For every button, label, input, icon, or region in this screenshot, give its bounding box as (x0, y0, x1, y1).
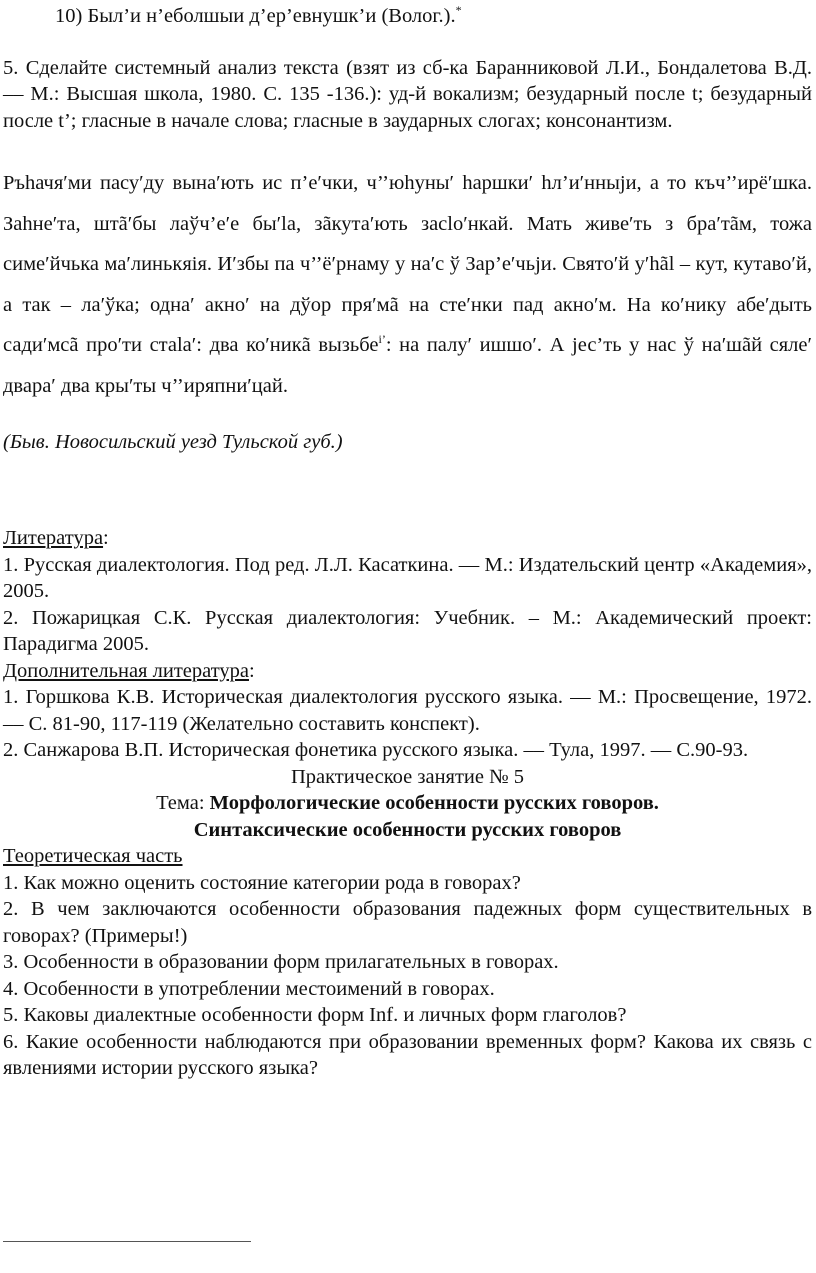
theory-heading (3, 843, 812, 870)
practice-topic (3, 790, 812, 817)
dialect-text (3, 163, 812, 407)
intro-line (3, 3, 812, 30)
theory-heading-text: Теоретическая часть (3, 845, 183, 868)
extra-literature-heading-text: Дополнительная литература (3, 659, 249, 682)
literature-item: 2. Пожарицкая С.К. Русская диалектология: Учебник. – М.: Академический проект: Парадигма 2005. (3, 606, 812, 656)
theory-question: 6. Какие особенности наблюдаются при образовании временных форм? Какова их связь с явлениями истории русского языка? (3, 1030, 812, 1080)
theory-question: 4. Особенности в употреблении местоимений в говорах. (3, 977, 495, 1000)
intro-text: 10) Был’и н’еболшыи д’ер’евнушк’и (Волог.). (55, 5, 456, 27)
extra-literature-heading-colon: : (248, 659, 255, 682)
footnote-mark: * (455, 3, 462, 18)
practice-title: Практическое занятие № 5 (290, 765, 525, 788)
literature-heading-colon: : (103, 527, 109, 550)
topic-line-2: Синтаксические особенности русских говоров (193, 818, 622, 841)
literature-heading (3, 525, 812, 552)
literature-item: 1. Русская диалектология. Под ред. Л.Л. Касаткина. –– М.: Издательский центр «Академия», 2005. (3, 553, 812, 603)
theory-question: 2. В чем заключаются особенности образования падежных форм существительных в говорах? (Примеры!) (3, 898, 812, 947)
footnote-separator (3, 1241, 251, 1242)
dialect-text-part1: Ръhачя′ми пасу′ду вына′ють ис п’е′чки, ч’’юhуны′ hаршки′ hл’и′нныjи, а то къч’’ирё′шка. Заhне′та, штã′бы лаўч’е′е бы′lа, зãкута′ють засlо′нкай. Мать живе′ть з бра′тãм, тожа симе′йчька ма′линькяiя. И′збы па ч’’ё′рнаму у на′с ў Зар’е′чьjи. Свято′й у′hãl – кут, кутаво′й, а так – ла′ўка; одна′ акно′ на дўор пря′мã на сте′нки пад акно′м. На ко′нику абе′дыть сади′мсã про′ти стаlа′: два ко′никã вызьбе (3, 172, 812, 357)
dialect-text-part2: : на палу′ ишшо′. А jес’ть у нас ў на′шãй сяле′ двара′ два кры′ты ч’’иряпни′цай. (3, 334, 812, 397)
theory-question: 3. Особенности в образовании форм прилагательных в говорах. (3, 951, 559, 974)
theory-question: 5. Каковы диалектные особенности форм Inf. и личных форм глаголов? (3, 1004, 627, 1027)
topic-line-1: Морфологические особенности русских говоров. (209, 792, 659, 815)
theory-question: 1. Как можно оценить состояние категории рода в говорах? (3, 871, 521, 894)
task-5: 5. Сделайте системный анализ текста (взят из сб-ка Баранниковой Л.И., Бондалетова В.Д. –– М.: Высшая школа, 1980. С. 135 -136.): уд-й вокализм; безударный после t; безударный после t’; гласные в начале слова; гласные в заударных слогах; консонантизм. (3, 56, 812, 132)
literature-heading-text: Литература (3, 527, 104, 550)
extra-literature-item: 1. Горшкова К.В. Историческая диалектология русского языка. –– М.: Просвещение, 1972. –– С. 81-90, 117-119 (Желательно составить конспект). (3, 686, 812, 735)
topic-label: Тема: (156, 792, 210, 815)
dialect-source: (Быв. Новосильский уезд Тульской губ.) (3, 431, 343, 454)
extra-literature-item: 2. Санжарова В.П. Историческая фонетика русского языка. –– Тула, 1997. –– С.90-93. (3, 739, 749, 762)
dialect-superscript: i’ (378, 332, 386, 347)
extra-literature-heading (3, 658, 812, 685)
